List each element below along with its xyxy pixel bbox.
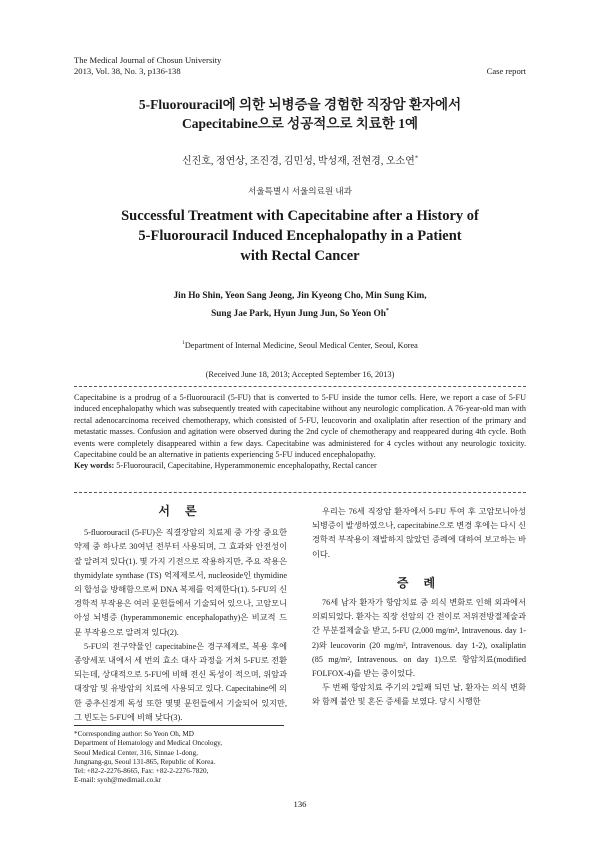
case-heading: 증 례: [396, 575, 442, 590]
abstract: [74, 392, 526, 472]
footnote-line4: Jungnang-gu, Seoul 131-865, Republic of Korea.: [74, 757, 216, 766]
corresponding-mark-en: *: [385, 307, 389, 314]
footnote-line3: Seoul Medical Center, 316, Sinnae 1-dong,: [74, 748, 198, 757]
page-number: 136: [293, 799, 307, 809]
journal-citation: 2013, Vol. 38, No. 3, p136-138: [74, 66, 181, 76]
affiliation-mark: 1: [182, 340, 185, 347]
abstract-top-rule: [74, 386, 526, 387]
corresponding-author-footnote: [74, 730, 284, 786]
left-column: [74, 504, 287, 725]
intro-paragraph-1: 5-fluorouracil (5-FU)은 직결장암의 치료제 중 가장 중요한 약제 중 하나로 30여년 전부터 사용되며, 그 효과와 안전성이 잘 알려져 있다(1). 몇 가지 기전으로 작용하지만, 주요 작용은 thymidylate synthase (TS) 억제제로서, nucleoside인 thymidine의 합성을 방해함으로써 DNA 복제를 억제한다(1). 5-FU의 신경학적 부작용은 여러 문헌들에서 기술되어 있으나, 고암모니아성 뇌병증 (hyperammonemic encephalopathy)은 비교적 드문 부작용으로 알려져 있다(2).: [74, 528, 287, 637]
korean-affiliation: 서울특별시 서울의료원 내과: [248, 186, 352, 196]
footnote-rule: [74, 725, 284, 726]
korean-title-line1: 5-Fluorouracil에 의한 뇌병증을 경험한 직장암 환자에서: [138, 97, 462, 112]
footnote-line1: *Corresponding author: So Yeon Oh, MD: [74, 730, 194, 738]
korean-title-line2: Capecitabine으로 성공적으로 치료한 1예: [181, 116, 419, 131]
case-paragraph-2: 두 번째 항암치료 주기의 2일째 되던 날, 환자는 의식 변화와 함께 불안 및 혼돈 증세를 보였다. 당시 시행한: [312, 683, 526, 707]
english-authors-line2: Sung Jae Park, Hyun Jung Jun, So Yeon Oh: [211, 309, 386, 319]
footnote-line5: Tel: +82-2-2276-8665, Fax: +82-2-2276-7820,: [74, 767, 209, 776]
korean-title: [0, 95, 600, 133]
english-title-line1: Successful Treatment with Capecitabine after a History of: [121, 208, 479, 224]
abstract-bottom-rule: [74, 492, 526, 493]
english-title-line2: 5-Fluorouracil Induced Encephalopathy in a Patient: [138, 228, 462, 244]
english-affiliation: [0, 341, 600, 350]
case-paragraph-1: 76세 남자 환자가 항암치료 중 의식 변화로 인해 외과에서 의뢰되었다. 환자는 직장 선암의 간 전이로 저위전방절제술과 간 부분절제술을 받고, 5-FU (2,000 mg/m², Intravenous. day 1-2)와 leucovorin (20 mg/m², Intravenous. day 1-2), oxaliplatin (85 mg/m², Intravenous. on day 1)으로 항암치료(modified FOLFOX-4)를 받는 중이었다.: [312, 598, 526, 679]
journal-name: The Medical Journal of Chosun University: [74, 55, 222, 65]
english-authors: [0, 287, 600, 323]
footnote-line2: Department of Hematology and Medical Oncology,: [74, 739, 223, 748]
english-title-line3: with Rectal Cancer: [240, 248, 360, 264]
keywords: 5-Fluorouracil, Capecitabine, Hyperammonemic encephalopathy, Rectal cancer: [116, 461, 377, 471]
english-title: [0, 206, 600, 266]
intro-paragraph-3: 우리는 76세 직장암 환자에서 5-FU 투여 후 고암모니아성 뇌병증이 발생하였으나, capecitabine으로 변경 후에는 다시 신경학적 부작용이 재발하지 않았던 증례에 대하여 보고하는 바이다.: [312, 507, 526, 559]
english-authors-line1: Jin Ho Shin, Yeon Sang Jeong, Jin Kyeong Cho, Min Sung Kim,: [173, 291, 427, 301]
affiliation-text: Department of Internal Medicine, Seoul Medical Center, Seoul, Korea: [184, 341, 418, 350]
journal-header: [74, 55, 221, 77]
article-type: Case report: [486, 66, 526, 76]
received-dates: (Received June 18, 2013; Accepted September 16, 2013): [205, 370, 395, 379]
footnote-line6: E-mail: syoh@medimail.co.kr: [74, 776, 162, 785]
abstract-text: Capecitabine is a prodrug of a 5-fluorouracil (5-FU) that is converted to 5-FU inside the tumor cells. Here, we report a case of 5-FU induced encephalopathy which was subsequently treated with capecitabine without any neurologic complication. A 76-year-old man with rectal adenocarcinoma received chemotherapy, which consisted of 5-FU, leucovorin and oxaliplatin after resection of the primary and metastatic masses. Confusion and agitation were observed during the 2nd cycle of chemotherapy and reappeared during 4th cycle. Both events were completely disappeared within a few days. Capecitabine was administered for 4 cycles without any neurologic toxicity. Capecitabine could be an alternative in patients experiencing 5-FU induced encephalopathy.: [74, 393, 526, 460]
intro-paragraph-2: 5-FU의 전구약물인 capecitabine은 경구제제로, 복용 후에 종양세포 내에서 세 번의 효소 대사 과정을 거쳐 5-FU로 전환되는데, 상대적으로 5-FU에 비해 전신 독성이 적으며, 위암과 대장암 및 유방암의 치료에 사용되고 있다. Capecitabine에 의한 중추신경계 독성 또한 몇몇 문헌들에서 기술되어 있지만, 그 빈도는 5-FU에 비해 낮다(3).: [74, 641, 287, 722]
right-column: [312, 505, 526, 710]
korean-author-list: 신진호, 정연상, 조진경, 김민성, 박성재, 전현경, 오소연: [181, 156, 415, 167]
korean-authors: [0, 152, 600, 167]
keywords-label: Key words:: [74, 461, 115, 471]
corresponding-mark: *: [414, 154, 419, 162]
intro-heading: 서 론: [158, 504, 203, 518]
